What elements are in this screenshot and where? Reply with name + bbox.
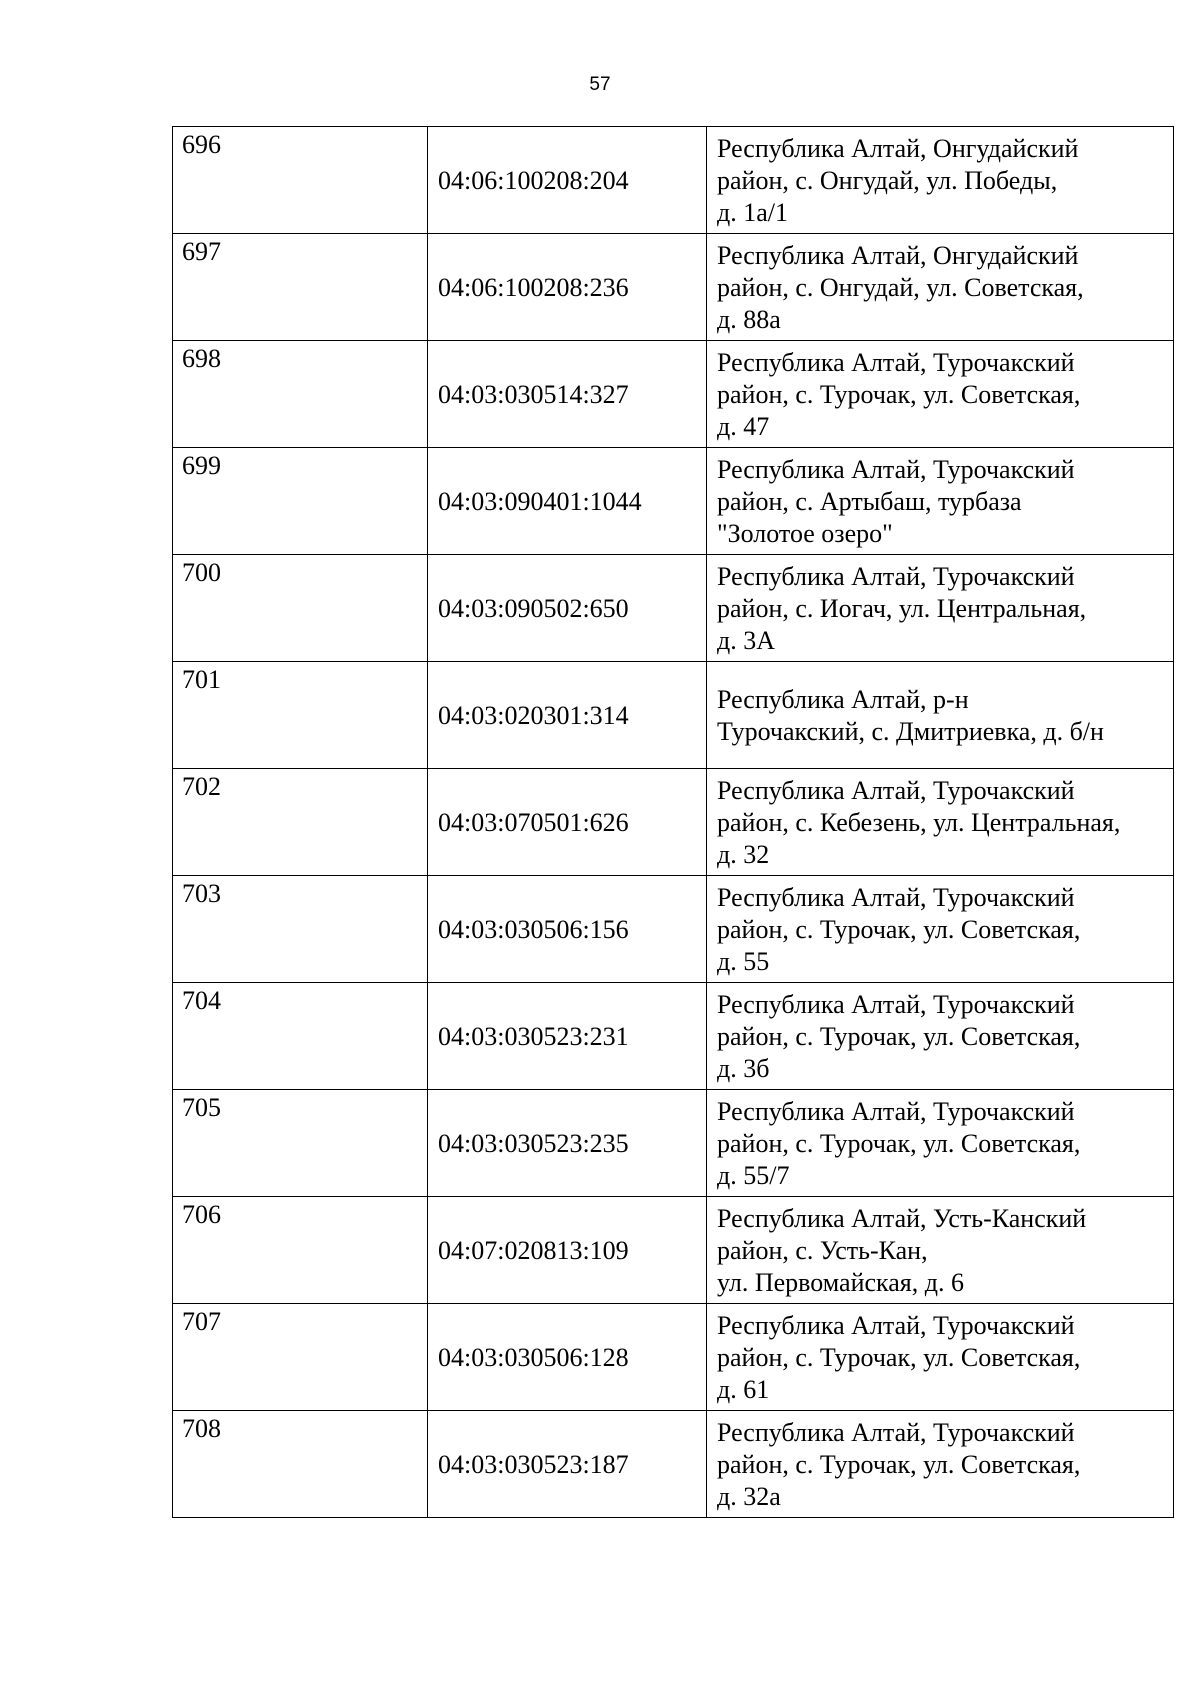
address-line: д. 55/7	[717, 1161, 790, 1190]
row-number-cell: 697	[173, 234, 428, 341]
address-cell	[707, 1197, 1174, 1304]
address-line: район, с. Онгудай, ул. Победы,	[717, 166, 1058, 195]
address-line: район, с. Артыбаш, турбаза	[717, 487, 1022, 516]
address-line: д. 32	[717, 840, 770, 869]
table-row	[173, 876, 1174, 983]
row-number-cell: 701	[173, 662, 428, 769]
address-cell	[707, 127, 1174, 234]
cadastral-number-cell: 04:07:020813:109	[428, 1197, 707, 1304]
row-number-cell: 698	[173, 341, 428, 448]
address-line: д. 3А	[717, 626, 776, 655]
row-number-cell: 696	[173, 127, 428, 234]
cadastral-number-cell: 04:03:090401:1044	[428, 448, 707, 555]
address-line: Республика Алтай, р-н	[717, 685, 969, 714]
address-line: Республика Алтай, Турочакский	[717, 455, 1075, 484]
address-cell	[707, 341, 1174, 448]
table-row	[173, 234, 1174, 341]
address-cell	[707, 234, 1174, 341]
address-cell	[707, 1090, 1174, 1197]
address-line: район, с. Турочак, ул. Советская,	[717, 380, 1081, 409]
address-line: Республика Алтай, Турочакский	[717, 990, 1075, 1019]
address-cell	[707, 1411, 1174, 1518]
table-row	[173, 1304, 1174, 1411]
cadastral-number-cell: 04:06:100208:204	[428, 127, 707, 234]
address-line: Республика Алтай, Турочакский	[717, 562, 1075, 591]
cadastral-number-cell: 04:03:030523:187	[428, 1411, 707, 1518]
address-line: "Золотое озеро"	[717, 519, 893, 548]
row-number-cell: 704	[173, 983, 428, 1090]
cadastral-number-cell: 04:03:030523:235	[428, 1090, 707, 1197]
address-line: Республика Алтай, Онгудайский	[717, 241, 1079, 270]
table-row	[173, 341, 1174, 448]
row-number-cell: 705	[173, 1090, 428, 1197]
address-line: Республика Алтай, Турочакский	[717, 776, 1075, 805]
address-line: Республика Алтай, Турочакский	[717, 883, 1075, 912]
row-number-cell: 707	[173, 1304, 428, 1411]
address-line: ул. Первомайская, д. 6	[717, 1268, 964, 1297]
cadastral-number-cell: 04:03:030514:327	[428, 341, 707, 448]
row-number-cell: 703	[173, 876, 428, 983]
table-row	[173, 127, 1174, 234]
row-number-cell: 708	[173, 1411, 428, 1518]
cadastral-number-cell: 04:06:100208:236	[428, 234, 707, 341]
table-row	[173, 1090, 1174, 1197]
table-row	[173, 448, 1174, 555]
cadastral-number-cell: 04:03:020301:314	[428, 662, 707, 769]
table-row	[173, 983, 1174, 1090]
table-row	[173, 662, 1174, 769]
address-line: Республика Алтай, Турочакский	[717, 1311, 1075, 1340]
cadastral-number-cell: 04:03:090502:650	[428, 555, 707, 662]
page-number: 57	[589, 74, 611, 95]
address-line: район, с. Иогач, ул. Центральная,	[717, 594, 1087, 623]
address-cell	[707, 876, 1174, 983]
row-number-cell: 700	[173, 555, 428, 662]
address-cell	[707, 662, 1174, 769]
address-cell	[707, 555, 1174, 662]
address-line: район, с. Онгудай, ул. Советская,	[717, 273, 1084, 302]
address-line: д. 32а	[717, 1482, 781, 1511]
address-cell	[707, 1304, 1174, 1411]
address-line: Республика Алтай, Онгудайский	[717, 134, 1079, 163]
address-line: Республика Алтай, Усть-Канский	[717, 1204, 1087, 1233]
address-line: д. 88а	[717, 305, 781, 334]
table-row	[173, 555, 1174, 662]
address-cell	[707, 983, 1174, 1090]
row-number-cell: 699	[173, 448, 428, 555]
address-line: д. 47	[717, 412, 770, 441]
address-line: район, с. Турочак, ул. Советская,	[717, 1022, 1081, 1051]
address-line: д. 1а/1	[717, 198, 788, 227]
address-line: Республика Алтай, Турочакский	[717, 1097, 1075, 1126]
address-cell	[707, 448, 1174, 555]
table-row	[173, 1197, 1174, 1304]
address-line: район, с. Турочак, ул. Советская,	[717, 915, 1081, 944]
row-number-cell: 702	[173, 769, 428, 876]
table-row	[173, 769, 1174, 876]
property-registry-table	[172, 126, 1174, 1518]
address-line: район, с. Турочак, ул. Советская,	[717, 1450, 1081, 1479]
address-line: д. 55	[717, 947, 770, 976]
address-line: Республика Алтай, Турочакский	[717, 348, 1075, 377]
cadastral-number-cell: 04:03:030523:231	[428, 983, 707, 1090]
table-row	[173, 1411, 1174, 1518]
address-cell	[707, 769, 1174, 876]
address-line: район, с. Турочак, ул. Советская,	[717, 1129, 1081, 1158]
address-line: Республика Алтай, Турочакский	[717, 1418, 1075, 1447]
row-number-cell: 706	[173, 1197, 428, 1304]
registry-table-body	[173, 127, 1174, 1518]
cadastral-number-cell: 04:03:030506:156	[428, 876, 707, 983]
address-line: район, с. Турочак, ул. Советская,	[717, 1343, 1081, 1372]
address-line: район, с. Усть-Кан,	[717, 1236, 928, 1265]
address-line: д. 61	[717, 1375, 770, 1404]
cadastral-number-cell: 04:03:030506:128	[428, 1304, 707, 1411]
cadastral-number-cell: 04:03:070501:626	[428, 769, 707, 876]
address-line: район, с. Кебезень, ул. Центральная,	[717, 808, 1121, 837]
address-line: Турочакский, с. Дмитриевка, д. б/н	[717, 717, 1104, 746]
address-line: д. 3б	[717, 1054, 770, 1083]
